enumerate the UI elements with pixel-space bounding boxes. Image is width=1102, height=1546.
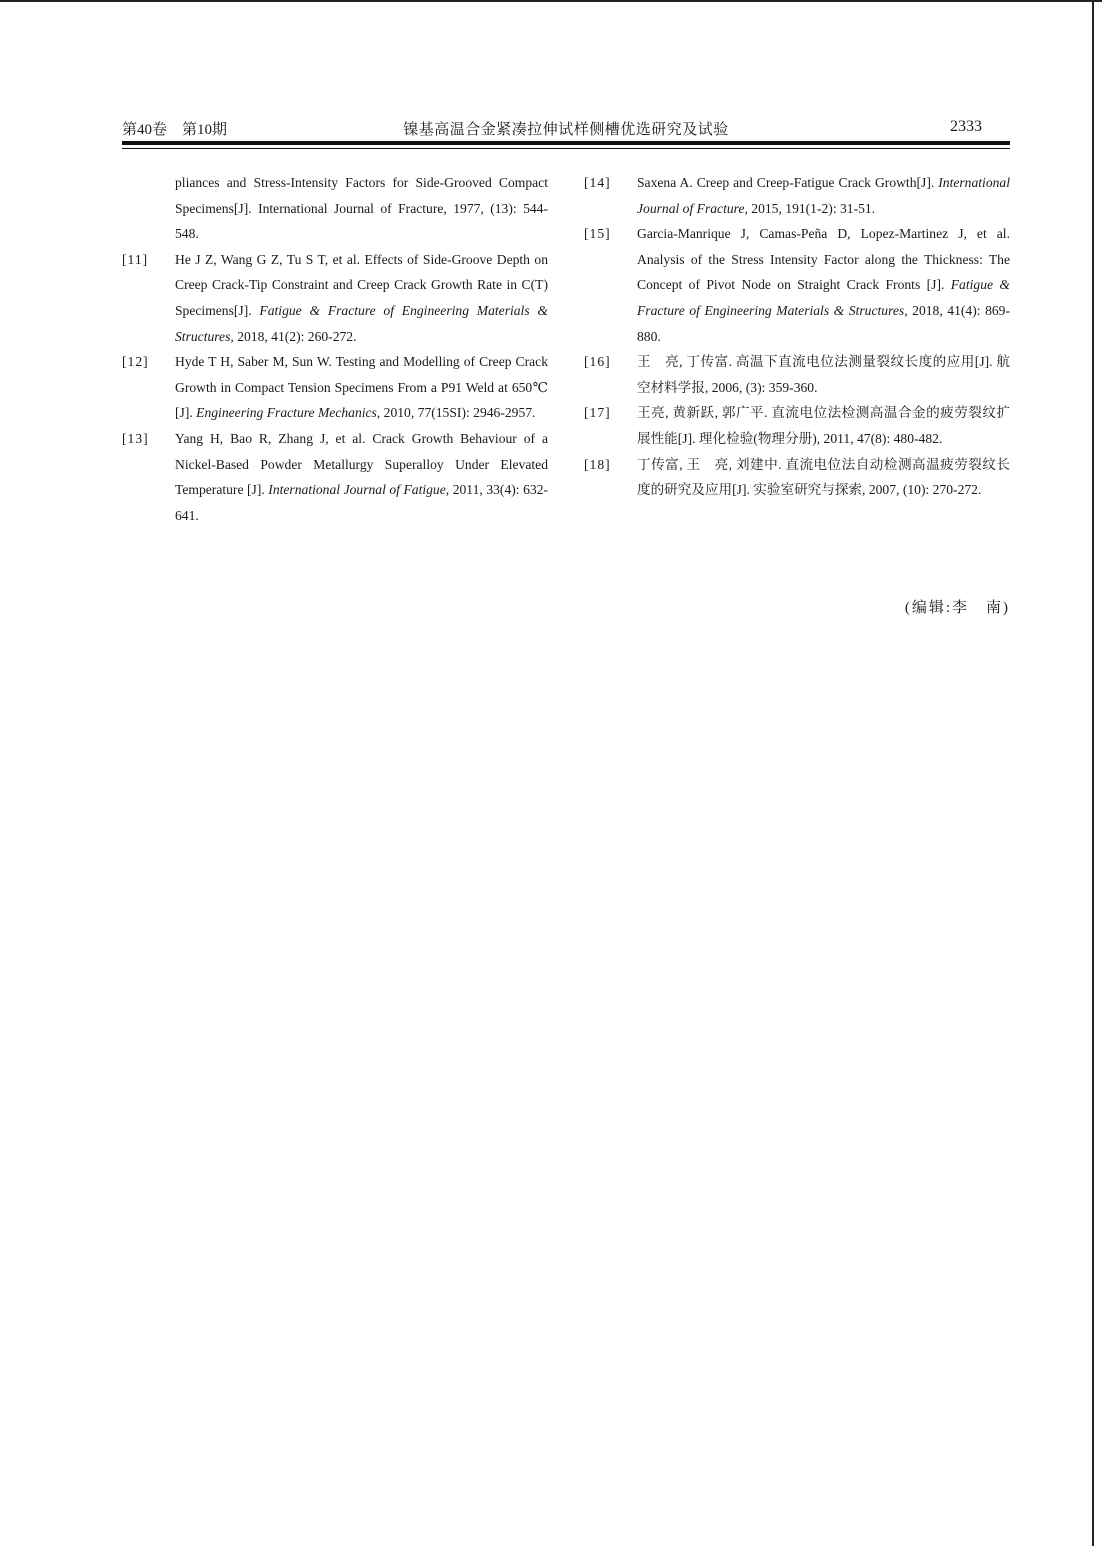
reference-item: [14] Saxena A. Creep and Creep-Fatigue Crack Growth[J]. International Journal of Fracture, 2015, 191(1-2): 31-51. xyxy=(584,170,1010,221)
running-title: 镍基高温合金紧凑拉伸试样侧槽优选研究及试验 xyxy=(403,122,729,138)
reference-number: [14] xyxy=(584,175,611,190)
reference-number: [16] xyxy=(584,354,611,370)
reference-number: [12] xyxy=(122,354,149,370)
reference-item: [15] Garcia-Manrique J, Camas-Peña D, Lopez-Martinez J, et al. Analysis of the Stress Intensity Factor along the Thickness: The Concept of Pivot Node on Straight Crack Fronts [J]. Fatigue & Fracture of Engineering Materials & Structures, 2018, 41(4): 869-880. xyxy=(584,221,1010,349)
running-header xyxy=(122,118,1010,140)
reference-item: [16] 王 亮, 丁传富. 高温下直流电位法测量裂纹长度的应用[J]. 航空材料学报, 2006, (3): 359-360. xyxy=(584,349,1010,400)
page-number: 2333 xyxy=(950,118,982,135)
header-rule-thin xyxy=(122,148,1010,149)
reference-number: [13] xyxy=(122,430,149,446)
reference-number: [17] xyxy=(584,405,611,421)
left-column xyxy=(122,170,548,528)
header-rule-thick xyxy=(122,141,1010,145)
reference-item: [18] 丁传富, 王 亮, 刘建中. 直流电位法自动检测高温疲劳裂纹长度的研究及应用[J]. 实验室研究与探索, 2007, (10): 270-272. xyxy=(584,452,1010,503)
reference-item: [12] Hyde T H, Saber M, Sun W. Testing and Modelling of Creep Crack Growth in Compact Tension Specimens From a P91 Weld at 650℃[J]. Engineering Fracture Mechanics, 2010, 77(15SI): 2946-2957. xyxy=(122,349,548,426)
reference-item: [11] He J Z, Wang G Z, Tu S T, et al. Effects of Side-Groove Depth on Creep Crack-Tip Constraint and Creep Crack Growth Rate in C(T) Specimens[J]. Fatigue & Fracture of Engineering Materials & Structures, 2018, 41(2): 260-272. xyxy=(122,247,548,349)
reference-number: [15] xyxy=(584,226,611,242)
reference-item: [13] Yang H, Bao R, Zhang J, et al. Crack Growth Behaviour of a Nickel-Based Powder Metallurgy Superalloy Under Elevated Temperature [J]. International Journal of Fatigue, 2011, 33(4): 632-641. xyxy=(122,426,548,528)
reference-number: [11] xyxy=(122,251,149,267)
page-top-border xyxy=(0,0,1102,2)
page-right-border xyxy=(1092,0,1094,1546)
reference-number: [18] xyxy=(584,456,611,472)
editor-credit: (编辑:李 南) xyxy=(904,600,1010,616)
reference-item: [17] 王亮, 黄新跃, 郭广平. 直流电位法检测高温合金的疲劳裂纹扩展性能[J]. 理化检验(物理分册), 2011, 47(8): 480-482. xyxy=(584,400,1010,451)
reference-continuation: pliances and Stress-Intensity Factors for Side-Grooved Compact Specimens[J]. International Journal of Fracture, 1977, (13): 544-548. xyxy=(175,175,548,242)
right-column xyxy=(584,170,1010,503)
volume-issue: 第40卷 第10期 xyxy=(122,122,228,138)
